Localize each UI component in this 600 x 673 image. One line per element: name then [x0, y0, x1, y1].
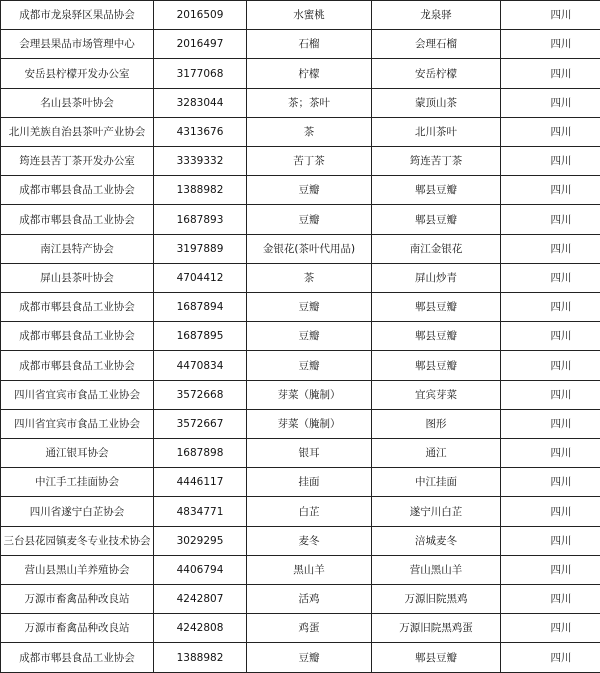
registration-number-cell: 3572668: [154, 380, 247, 409]
table-row: [1, 526, 600, 555]
registration-number-cell: 4704412: [154, 263, 247, 292]
trademark-name-cell: 营山黑山羊: [372, 555, 501, 584]
product-cell: 石榴: [247, 30, 372, 59]
applicant-cell: 成都市郫县食品工业协会: [1, 322, 154, 351]
applicant-cell: 中江手工挂面协会: [1, 468, 154, 497]
product-cell: 柠檬: [247, 59, 372, 88]
registration-number-cell: 1687898: [154, 439, 247, 468]
region-cell: 四川: [501, 293, 600, 322]
registration-number-cell: 1388982: [154, 643, 247, 672]
product-cell: 银耳: [247, 439, 372, 468]
product-cell: 豆瓣: [247, 293, 372, 322]
table-row: [1, 205, 600, 234]
registration-number-cell: 3339332: [154, 147, 247, 176]
applicant-cell: 万源市畜禽品种改良站: [1, 585, 154, 614]
trademark-name-cell: 蒙顶山茶: [372, 88, 501, 117]
region-cell: 四川: [501, 1, 600, 30]
applicant-cell: 成都市郫县食品工业协会: [1, 351, 154, 380]
registration-number-cell: 4406794: [154, 555, 247, 584]
registration-number-cell: 1388982: [154, 176, 247, 205]
product-cell: 活鸡: [247, 585, 372, 614]
product-cell: 黑山羊: [247, 555, 372, 584]
table-row: [1, 147, 600, 176]
applicant-cell: 成都市郫县食品工业协会: [1, 293, 154, 322]
applicant-cell: 成都市龙泉驿区果品协会: [1, 1, 154, 30]
applicant-cell: 成都市郫县食品工业协会: [1, 176, 154, 205]
trademark-name-cell: 涪城麦冬: [372, 526, 501, 555]
table-row: [1, 409, 600, 438]
registration-number-cell: 3029295: [154, 526, 247, 555]
product-cell: 豆瓣: [247, 205, 372, 234]
applicant-cell: 营山县黑山羊养殖协会: [1, 555, 154, 584]
region-cell: 四川: [501, 555, 600, 584]
applicant-cell: 万源市畜禽品种改良站: [1, 614, 154, 643]
region-cell: 四川: [501, 117, 600, 146]
region-cell: 四川: [501, 234, 600, 263]
region-cell: 四川: [501, 88, 600, 117]
product-cell: 豆瓣: [247, 643, 372, 672]
applicant-cell: 成都市郫县食品工业协会: [1, 205, 154, 234]
table-row: [1, 380, 600, 409]
trademark-name-cell: 郫县豆瓣: [372, 176, 501, 205]
table-row: [1, 643, 600, 672]
trademark-name-cell: 龙泉驿: [372, 1, 501, 30]
registration-number-cell: 3572667: [154, 409, 247, 438]
registration-number-cell: 1687895: [154, 322, 247, 351]
region-cell: 四川: [501, 526, 600, 555]
region-cell: 四川: [501, 176, 600, 205]
applicant-cell: 会理县果品市场管理中心: [1, 30, 154, 59]
trademark-name-cell: 遂宁川白芷: [372, 497, 501, 526]
trademark-name-cell: 郫县豆瓣: [372, 322, 501, 351]
applicant-cell: 安岳县柠檬开发办公室: [1, 59, 154, 88]
product-cell: 豆瓣: [247, 322, 372, 351]
trademark-name-cell: 万源旧院黑鸡: [372, 585, 501, 614]
table-row: [1, 439, 600, 468]
product-cell: 芽菜（腌制）: [247, 380, 372, 409]
applicant-cell: 成都市郫县食品工业协会: [1, 643, 154, 672]
registration-number-cell: 4470834: [154, 351, 247, 380]
region-cell: 四川: [501, 409, 600, 438]
registration-number-cell: 4242808: [154, 614, 247, 643]
table-row: [1, 497, 600, 526]
table-row: [1, 585, 600, 614]
region-cell: 四川: [501, 351, 600, 380]
region-cell: 四川: [501, 497, 600, 526]
table-row: [1, 351, 600, 380]
registration-number-cell: 4446117: [154, 468, 247, 497]
product-cell: 苦丁茶: [247, 147, 372, 176]
trademark-name-cell: 筠连苦丁茶: [372, 147, 501, 176]
trademark-name-cell: 屏山炒青: [372, 263, 501, 292]
registration-number-cell: 3283044: [154, 88, 247, 117]
applicant-cell: 北川羌族自治县茶叶产业协会: [1, 117, 154, 146]
table-row: [1, 88, 600, 117]
table-row: [1, 234, 600, 263]
product-cell: 茶: [247, 117, 372, 146]
product-cell: 豆瓣: [247, 176, 372, 205]
trademark-name-cell: 万源旧院黑鸡蛋: [372, 614, 501, 643]
registration-number-cell: 3177068: [154, 59, 247, 88]
product-cell: 芽菜（腌制）: [247, 409, 372, 438]
applicant-cell: 筠连县苦丁茶开发办公室: [1, 147, 154, 176]
applicant-cell: 通江银耳协会: [1, 439, 154, 468]
table-row: [1, 176, 600, 205]
product-cell: 金银花(茶叶代用品): [247, 234, 372, 263]
product-cell: 茶: [247, 263, 372, 292]
product-cell: 鸡蛋: [247, 614, 372, 643]
table-row: [1, 555, 600, 584]
product-cell: 麦冬: [247, 526, 372, 555]
table-body: [1, 1, 600, 673]
trademark-name-cell: 郫县豆瓣: [372, 643, 501, 672]
region-cell: 四川: [501, 30, 600, 59]
registration-number-cell: 4834771: [154, 497, 247, 526]
trademark-name-cell: 北川茶叶: [372, 117, 501, 146]
product-cell: 水蜜桃: [247, 1, 372, 30]
region-cell: 四川: [501, 263, 600, 292]
registration-number-cell: 1687894: [154, 293, 247, 322]
registration-number-cell: 4313676: [154, 117, 247, 146]
table-row: [1, 322, 600, 351]
table-row: [1, 293, 600, 322]
trademark-name-cell: 南江金银花: [372, 234, 501, 263]
region-cell: 四川: [501, 205, 600, 234]
trademark-name-cell: 郫县豆瓣: [372, 293, 501, 322]
trademark-name-cell: 宜宾芽菜: [372, 380, 501, 409]
registration-number-cell: 1687893: [154, 205, 247, 234]
trademark-name-cell: 安岳柠檬: [372, 59, 501, 88]
applicant-cell: 四川省遂宁白芷协会: [1, 497, 154, 526]
applicant-cell: 四川省宜宾市食品工业协会: [1, 409, 154, 438]
table-row: [1, 468, 600, 497]
region-cell: 四川: [501, 585, 600, 614]
applicant-cell: 三台县花园镇麦冬专业技术协会: [1, 526, 154, 555]
table-row: [1, 59, 600, 88]
product-cell: 白芷: [247, 497, 372, 526]
applicant-cell: 屏山县茶叶协会: [1, 263, 154, 292]
table-row: [1, 263, 600, 292]
trademark-name-cell: 郫县豆瓣: [372, 205, 501, 234]
region-cell: 四川: [501, 147, 600, 176]
trademark-name-cell: 中江挂面: [372, 468, 501, 497]
product-cell: 茶；茶叶: [247, 88, 372, 117]
region-cell: 四川: [501, 643, 600, 672]
table-row: [1, 117, 600, 146]
table-row: [1, 30, 600, 59]
table-row: [1, 1, 600, 30]
table-row: [1, 614, 600, 643]
region-cell: 四川: [501, 468, 600, 497]
registration-number-cell: 4242807: [154, 585, 247, 614]
applicant-cell: 名山县茶叶协会: [1, 88, 154, 117]
trademark-name-cell: 图形: [372, 409, 501, 438]
region-cell: 四川: [501, 59, 600, 88]
region-cell: 四川: [501, 380, 600, 409]
region-cell: 四川: [501, 614, 600, 643]
trademark-name-cell: 郫县豆瓣: [372, 351, 501, 380]
trademark-name-cell: 会理石榴: [372, 30, 501, 59]
applicant-cell: 四川省宜宾市食品工业协会: [1, 380, 154, 409]
trademark-name-cell: 通江: [372, 439, 501, 468]
registration-number-cell: 2016509: [154, 1, 247, 30]
product-cell: 豆瓣: [247, 351, 372, 380]
registration-number-cell: 3197889: [154, 234, 247, 263]
applicant-cell: 南江县特产协会: [1, 234, 154, 263]
registration-number-cell: 2016497: [154, 30, 247, 59]
region-cell: 四川: [501, 439, 600, 468]
product-cell: 挂面: [247, 468, 372, 497]
region-cell: 四川: [501, 322, 600, 351]
